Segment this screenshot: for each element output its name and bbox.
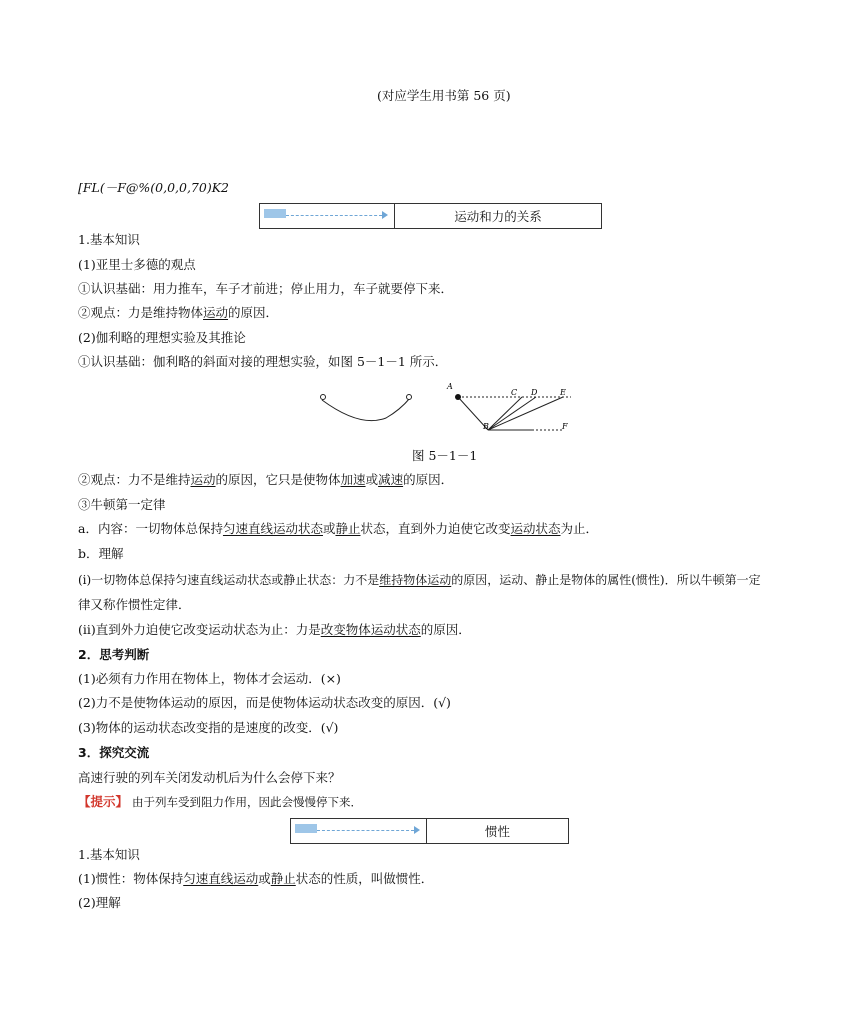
- section-marker-2: [291, 819, 427, 843]
- incline-e: [488, 397, 563, 430]
- subheading: 3．探究交流: [78, 745, 150, 760]
- underlined-answer: 静止: [270, 871, 296, 886]
- section-title-box-1: [259, 203, 602, 229]
- judgement-item: (3)物体的运动状态改变指的是速度的改变．(√): [78, 720, 339, 735]
- paragraph: (ⅰ)一切物体总保持匀速直线运动状态或静止状态：力不是维持物体运动的原因，运动、静止是物体的属性(惯性)．所以牛顿第一定: [78, 573, 761, 587]
- section-title: 惯性: [484, 824, 510, 839]
- incline-c: [488, 397, 522, 430]
- paragraph: ②观点：力不是维持运动的原因，它只是使物体加速或减速的原因．: [78, 472, 454, 487]
- page-reference: (对应学生用书第 56 页): [377, 88, 511, 103]
- label-e: E: [560, 388, 566, 397]
- underlined-answer: 加速: [340, 472, 366, 487]
- paragraph: (1)亚里士多德的观点: [78, 257, 196, 272]
- knowledge-point-tag: [295, 824, 317, 833]
- paragraph: (2)理解: [78, 895, 121, 910]
- paragraph: ①认识基础：伽利略的斜面对接的理想实验，如图 5－1－1 所示．: [78, 354, 448, 369]
- judgement-item: (1)必须有力作用在物体上，物体才会运动．(×): [78, 671, 341, 686]
- curved-track: [322, 398, 410, 421]
- label-f: F: [562, 422, 568, 431]
- arrow-right-icon: [414, 826, 420, 834]
- paragraph: 律又称作惯性定律．: [78, 597, 191, 612]
- underlined-answer: 匀速直线运动: [183, 871, 259, 886]
- underlined-answer: 运动: [203, 305, 229, 320]
- underlined-answer: 运动状态: [510, 521, 561, 536]
- incline-d: [488, 397, 536, 430]
- underlined-answer: 减速: [378, 472, 404, 487]
- paragraph: ①认识基础：用力推车，车子才前进；停止用力，车子就要停下来．: [78, 281, 454, 296]
- paragraph: a．内容：一切物体总保持匀速直线运动状态或静止状态，直到外力迫使它改变运动状态为止．: [78, 521, 599, 536]
- underlined-answer: 匀速直线运动状态: [222, 521, 323, 536]
- hint-text: 由于列车受到阻力作用，因此会慢慢停下来．: [132, 795, 362, 809]
- judgement-item: (2)力不是使物体运动的原因，而是使物体运动状态改变的原因．(√): [78, 695, 451, 710]
- underlined-answer: 改变物体运动状态: [320, 622, 421, 637]
- section-marker-1: [260, 204, 395, 228]
- paragraph: ②观点：力是维持物体运动的原因．: [78, 305, 279, 320]
- underlined-answer: 运动: [190, 472, 216, 487]
- subheading: 1.基本知识: [78, 232, 140, 247]
- paragraph: (2)伽利略的理想实验及其推论: [78, 330, 246, 345]
- paragraph: (1)惯性：物体保持匀速直线运动或静止状态的性质，叫做惯性．: [78, 871, 434, 886]
- underlined-answer: 维持物体运动: [379, 573, 452, 587]
- underlined-answer: 静止: [335, 521, 361, 536]
- paragraph: b．理解: [78, 546, 124, 561]
- paragraph: ③牛顿第一定律: [78, 497, 166, 512]
- hint: [78, 794, 362, 810]
- label-d: D: [531, 388, 538, 397]
- paragraph: (ⅱ)直到外力迫使它改变运动状态为止：力是改变物体运动状态的原因．: [78, 622, 471, 637]
- knowledge-point-tag: [264, 209, 286, 218]
- ball-left: [321, 395, 326, 400]
- arrow-right-icon: [382, 211, 388, 219]
- subheading: 2．思考判断: [78, 647, 150, 662]
- label-a: A: [447, 382, 453, 391]
- subheading: 1.基本知识: [78, 847, 140, 862]
- section-title-box-2: [290, 818, 569, 844]
- typesetting-code: [FL(－F@%(0,0,0,70)K2: [78, 180, 230, 195]
- section-title: 运动和力的关系: [454, 209, 542, 224]
- ball-right: [407, 395, 412, 400]
- label-c: C: [511, 388, 518, 397]
- figure-caption: 图 5－1－1: [412, 448, 478, 463]
- question: 高速行驶的列车关闭发动机后为什么会停下来？: [78, 770, 341, 785]
- label-b: B: [483, 422, 489, 431]
- figure-5-1-1: [300, 378, 590, 436]
- ball-a: [455, 394, 461, 400]
- hint-label: 【提示】: [78, 794, 129, 809]
